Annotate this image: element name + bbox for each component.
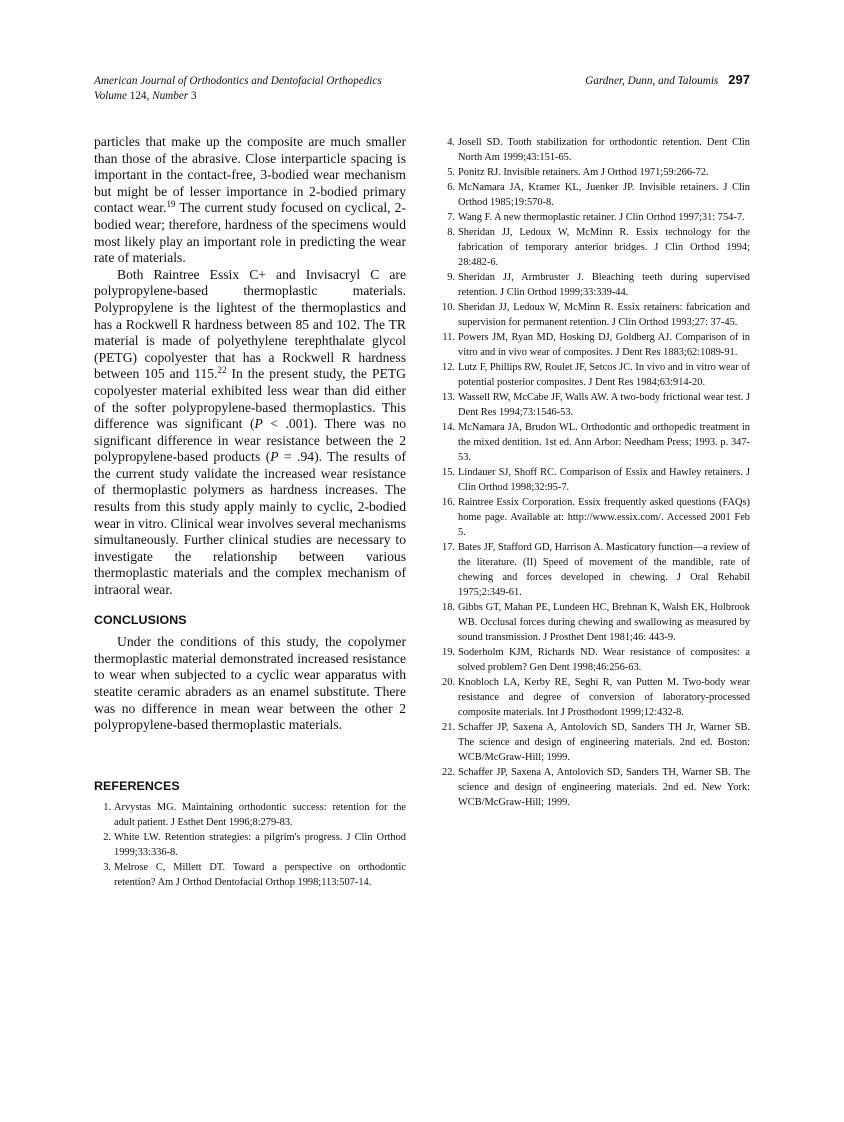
reference-number: 10. [442,302,455,313]
left-column [94,134,406,890]
reference-text: Josell SD. Tooth stabilization for orthodontic retention. Dent Clin North Am 1999;43:151-65. [458,137,750,163]
reference-number: 17. [442,542,455,553]
running-header-authors [585,72,750,87]
reference-number: 11. [442,332,455,343]
reference-item [438,465,750,495]
reference-text: Raintree Essix Corporation. Essix frequently asked questions (FAQs) home page. Available at: http://www.essix.com/. Accessed 2001 Feb 5. [458,497,750,538]
reference-number: 8. [447,227,455,238]
reference-item [438,165,750,180]
reference-item [438,135,750,165]
reference-item [94,800,406,830]
journal-issue: Volume 124, Number 3 [94,90,197,102]
reference-item [94,860,406,890]
reference-number: 16. [442,497,455,508]
reference-item [438,645,750,675]
reference-text: Schaffer JP, Saxena A, Antolovich SD, Sanders TH Jr, Warner SB. The science and design of engineering materials. 2nd ed. Boston: WCB/McGraw-Hill; 1999. [458,722,750,763]
reference-number: 21. [442,722,455,733]
citation: 22 [217,365,227,376]
journal-title: American Journal of Orthodontics and Dentofacial Orthopedics [94,75,382,87]
reference-item [438,420,750,465]
section-heading-references: REFERENCES [94,778,180,793]
reference-number: 2. [103,832,111,844]
reference-item [438,210,750,225]
reference-item [438,600,750,645]
reference-text: McNamara JA, Brudon WL. Orthodontic and orthopedic treatment in the mixed dentition. 1st ed. Ann Arbor: Needham Press; 1993. p. 347-53. [458,422,750,463]
citation: 19 [166,199,176,210]
body-paragraph: Both Raintree Essix C+ and Invisacryl C are polypropylene-based thermoplastic materials. Polypropylene is the lightest of the thermoplastics and has a Rockwell R hardness between 85 and 102. The TR material is made of polyethylene terephthalate glycol (PETG) copolyester that has a Rockwell R hardness between 105 and 115.22 In the present study, the PETG copolyester material exhibited less wear than did either of the softer polypropylene-based thermoplastics. This difference was significant (P < .001). There was no significant difference in wear resistance between the 2 polypropylene-based products (P = .94). The results of the current study validate the increased wear resistance of thermoplastic polymers as hardness increases. The results from this study apply mainly to cyclic, 2-bodied wear in vitro. Clinical wear involves several mechanisms simultaneously. Further clinical studies are necessary to investigate the relationship between various thermoplastic materials and the complex mechanism of intraoral wear. [94,266,407,598]
reference-text: White LW. Retention strategies: a pilgrim's progress. J Clin Orthod 1999;33:336-8. [114,832,406,859]
reference-item [438,180,750,210]
reference-text: Schaffer JP, Saxena A, Antolovich SD, Sanders TH, Warner SB. The science and design of engineering materials. 2nd ed. New York: WCB/McGraw-Hill; 1999. [458,767,750,808]
reference-number: 6. [447,182,455,193]
reference-text: Wassell RW, McCabe JF, Walls AW. A two-body frictional wear test. J Dent Res 1994;73:1546-53. [458,392,750,418]
reference-number: 5. [447,167,455,178]
reference-number: 14. [442,422,455,433]
body-paragraph: particles that make up the composite are much smaller than those of the abrasive. Close interparticle spacing is important in the contact-free, 3-bodied wear mechanism but might be of lesser importance in 2-bodied primary contact wear.$^{19}$ The current study focused on cyclical, 2-bodied wear; therefore, hardness of the specimens would most likely play an important role in predicting the wear rate of materials. [94,134,406,266]
reference-text: Lutz F, Phillips RW, Roulet JF, Setcos JC. In vivo and in vitro wear of potential posterior composites. J Dent Res 1984;63:914-20. [458,362,750,388]
running-header-journal [94,74,382,104]
reference-text: Powers JM, Ryan MD, Hosking DJ, Goldberg AJ. Comparison of in vitro and in vivo wear of composites. J Dent Res 1883;62:1089-91. [458,332,750,358]
reference-item [438,270,750,300]
reference-text: Ponitz RJ. Invisible retainers. Am J Orthod 1971;59:266-72. [458,167,709,178]
page-number: 297 [728,72,750,87]
reference-number: 7. [447,212,455,223]
reference-number: 20. [442,677,455,688]
reference-text: Sheridan JJ, Ledoux W, McMinn R. Essix retainers: fabrication and supervision for permanent retention. J Clin Orthod 1993;27: 37-45. [458,302,750,328]
reference-text: Soderholm KJM, Richards ND. Wear resistance of composites: a solved problem? Gen Dent 1998;46:256-63. [458,647,750,673]
reference-list-continued [438,135,750,810]
reference-item [438,540,750,600]
reference-text: Knobloch LA, Kerby RE, Seghi R, van Putten M. Two-body wear resistance and degree of conversion of laboratory-processed composite materials. Int J Prosthodont 1999;12:432-8. [458,677,750,718]
reference-item [438,360,750,390]
reference-number: 9. [447,272,455,283]
reference-text: McNamara JA, Kramer KL, Juenker JP. Invisible retainers. J Clin Orthod 1985;19:570-8. [458,182,750,208]
reference-number: 18. [442,602,455,613]
reference-item [438,765,750,810]
reference-item [438,300,750,330]
reference-item [94,830,406,860]
reference-text: Lindauer SJ, Shoff RC. Comparison of Essix and Hawley retainers. J Clin Orthod 1998;32:95-7. [458,467,750,493]
reference-number: 4. [447,137,455,148]
reference-item [438,495,750,540]
reference-number: 19. [442,647,455,658]
conclusions-paragraph: Under the conditions of this study, the copolymer thermoplastic material demonstrated increased resistance to wear when subjected to a cyclic wear apparatus with steatite ceramic abraders as an enamel substitute. There was no difference in mean wear between the other 2 polypropylene-based thermoplastic materials. [94,634,406,733]
reference-text: Arvystas MG. Maintaining orthodontic success: retention for the adult patient. J Esthet Dent 1996;8:279-83. [114,802,406,829]
authors: Gardner, Dunn, and Taloumis [585,75,719,87]
reference-item [438,720,750,765]
reference-number: 22. [442,767,455,778]
reference-number: 1. [103,802,111,814]
reference-text: Sheridan JJ, Ledoux W, McMinn R. Essix technology for the fabrication of temporary anterior bridges. J Clin Orthod 1994; 28:482-6. [458,227,750,268]
reference-number: 3. [103,862,111,874]
section-heading-conclusions: CONCLUSIONS [94,612,187,627]
reference-text: Wang F. A new thermoplastic retainer. J Clin Orthod 1997;31: 754-7. [458,212,745,223]
reference-item [438,675,750,720]
reference-list [94,800,406,890]
reference-number: 13. [442,392,455,403]
reference-text: Sheridan JJ, Armbruster J. Bleaching teeth during supervised retention. J Clin Orthod 1999;33:339-44. [458,272,750,298]
reference-item [438,390,750,420]
reference-item [438,225,750,270]
reference-item [438,330,750,360]
reference-number: 15. [442,467,455,478]
reference-text: Gibbs GT, Mahan PE, Lundeen HC, Brehnan K, Walsh EK, Holbrook WB. Occlusal forces during chewing and swallowing as measured by sound transmission. J Prosthet Dent 1981;46: 443-9. [458,602,750,643]
reference-text: Bates JF, Stafford GD, Harrison A. Masticatory function—a review of the literature. (II) Speed of movement of the mandible, rate of chewing and forces developed in chewing. J Oral Rehabil 1975;2:349-61. [458,542,750,598]
reference-text: Melrose C, Millett DT. Toward a perspective on orthodontic retention? Am J Orthod Dentofacial Orthop 1998;113:507-14. [114,862,406,889]
reference-number: 12. [442,362,455,373]
